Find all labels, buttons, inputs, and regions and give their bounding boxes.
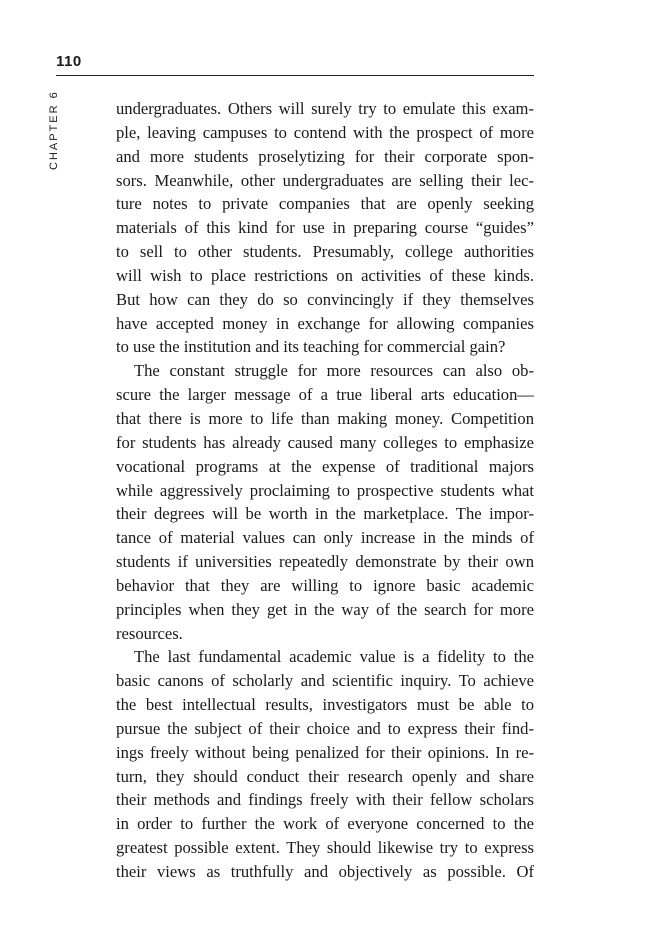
header-rule xyxy=(56,75,534,76)
text-line: basic canons of scholarly and scientific inquiry. To achieve xyxy=(116,671,534,691)
text-line: their methods and findings freely with their fellow scholars xyxy=(116,790,534,810)
text-line: to use the institution and its teaching for commercial gain? xyxy=(116,337,506,357)
body-text xyxy=(116,97,534,884)
text-line: will wish to place restrictions on activities of these kinds. xyxy=(116,265,534,285)
text-line: behavior that they are willing to ignore basic academic xyxy=(116,575,534,595)
text-line: have accepted money in exchange for allowing companies xyxy=(116,313,534,333)
text-line: undergraduates. Others will surely try to emulate this exam- xyxy=(116,99,534,118)
text-line: But how can they do so convincingly if they themselves xyxy=(116,289,534,309)
text-line: vocational programs at the expense of traditional majors xyxy=(116,456,534,476)
text-line: tance of material values can only increase in the minds of xyxy=(116,528,534,548)
page-number: 110 xyxy=(56,53,82,70)
text-line: that there is more to life than making money. Competition xyxy=(116,408,534,428)
text-line: for students has already caused many colleges to emphasize xyxy=(116,432,534,452)
text-line: ings freely without being penalized for their opinions. In re- xyxy=(116,742,534,762)
text-line: and more students proselytizing for their corporate spon- xyxy=(116,146,534,166)
text-line: their views as truthfully and objectively as possible. Of xyxy=(116,862,534,881)
text-line: students if universities repeatedly demonstrate by their own xyxy=(116,552,534,572)
text-line: in order to further the work of everyone concerned to the xyxy=(116,814,534,834)
paragraph-first-line: The last fundamental academic value is a fidelity to the xyxy=(134,647,534,667)
text-line: scure the larger message of a true liberal arts education— xyxy=(116,385,534,405)
text-line: materials of this kind for use in preparing course “guides” xyxy=(116,218,534,238)
paragraph-first-line: The constant struggle for more resources can also ob- xyxy=(134,361,534,381)
text-line: the best intellectual results, investigators must be able to xyxy=(116,695,534,715)
text-line: ture notes to private companies that are openly seeking xyxy=(116,194,534,214)
text-line: ple, leaving campuses to contend with the prospect of more xyxy=(116,122,534,142)
text-line: resources. xyxy=(116,623,183,643)
text-line: principles when they get in the way of the search for more xyxy=(116,599,534,619)
text-line: to sell to other students. Presumably, college authorities xyxy=(116,242,534,262)
text-line: greatest possible extent. They should likewise try to express xyxy=(116,838,534,858)
text-line: while aggressively proclaiming to prospective students what xyxy=(116,480,534,500)
text-line: sors. Meanwhile, other undergraduates are selling their lec- xyxy=(116,170,534,190)
text-line: turn, they should conduct their research openly and share xyxy=(116,766,534,786)
text-line: their degrees will be worth in the marketplace. The impor- xyxy=(116,504,534,524)
chapter-label: CHAPTER 6 xyxy=(48,90,60,170)
text-line: pursue the subject of their choice and to express their find- xyxy=(116,718,534,738)
